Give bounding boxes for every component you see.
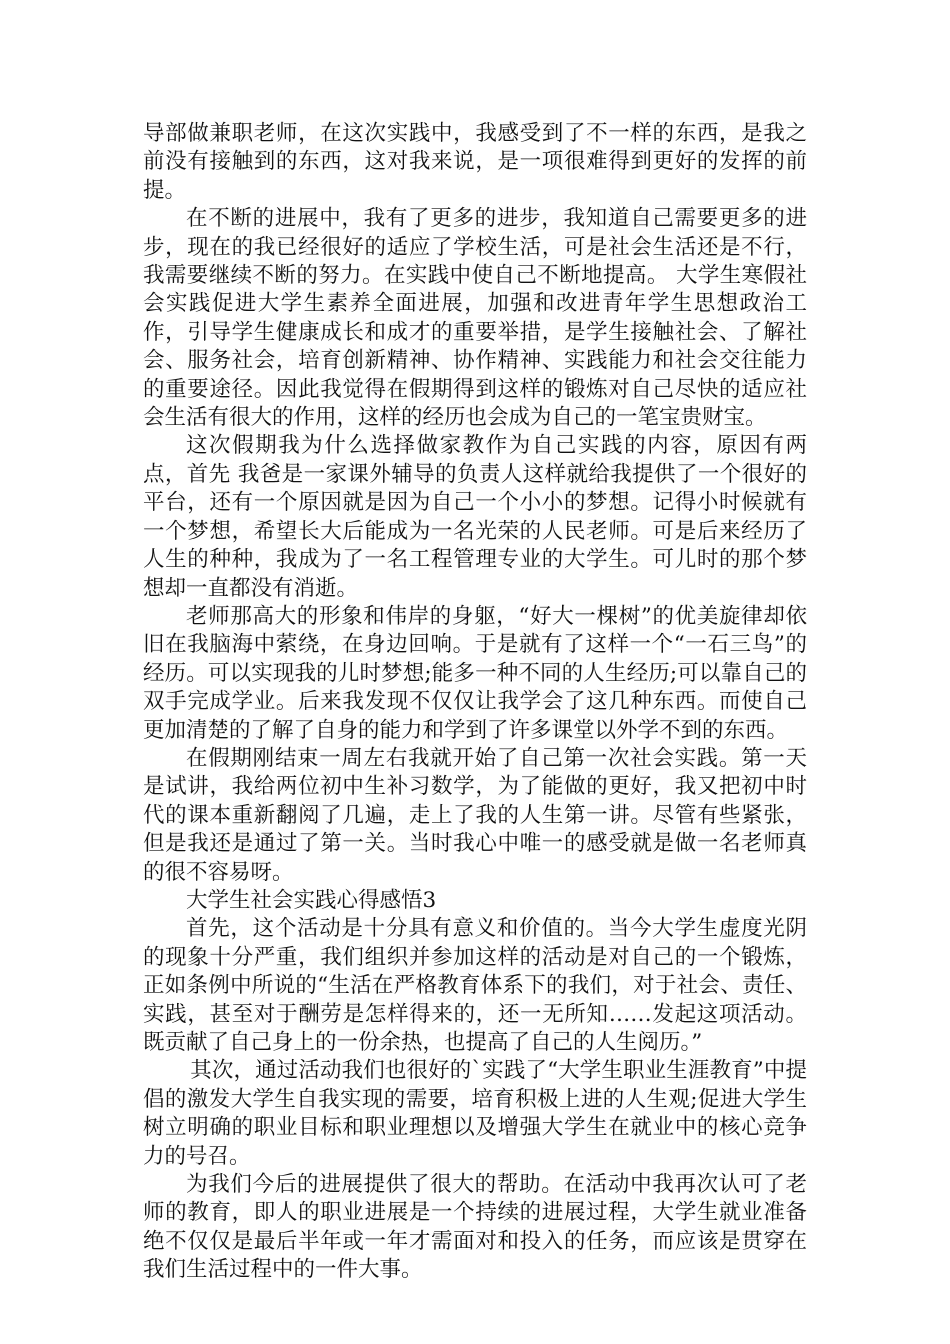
paragraph: 首先，这个活动是十分具有意义和价值的。当今大学生虚度光阴的现象十分严重，我们组织并参加这样的活动是对自己的一个锻炼，正如条例中所说的“生活在严格教育体系下的我们，对于社会、责任、实践，甚至对于酬劳是怎样得来的，还一无所知……发起这项活动。既贡献了自己身上的一份余热，也提高了自己的人生阅历。”	[143, 916, 807, 1055]
paragraph: 这次假期我为什么选择做家教作为自己实践的内容，原因有两点，首先 我爸是一家课外辅导的负责人这样就给我提供了一个很好的平台，还有一个原因就是因为自己一个小小的梦想。记得小时候就有一个梦想，希望长大后能成为一名光荣的人民老师。可是后来经历了人生的种种，我成为了一名工程管理专业的大学生。可儿时的那个梦想却一直都没有消逝。	[143, 433, 807, 601]
document-body	[143, 120, 807, 1285]
paragraph-continued: 导部做兼职老师，在这次实践中，我感受到了不一样的东西，是我之前没有接触到的东西，这对我来说，是一项很难得到更好的发挥的前提。	[143, 121, 807, 203]
paragraph: 为我们今后的进展提供了很大的帮助。在活动中我再次认可了老师的教育，即人的职业进展是一个持续的进展过程，大学生就业准备绝不仅仅是最后半年或一年才需面对和投入的任务，而应该是贯穿在我们生活过程中的一件大事。	[143, 1172, 807, 1283]
paragraph: 老师那高大的形象和伟岸的身躯，“好大一棵树”的优美旋律却依旧在我脑海中萦绕，在身边回响。于是就有了这样一个“一石三鸟”的经历。可以实现我的儿时梦想;能多一种不同的人生经历;可以靠自己的双手完成学业。后来我发现不仅仅让我学会了这几种东西。而使自己更加清楚的了解了自身的能力和学到了许多课堂以外学不到的东西。	[143, 603, 807, 743]
paragraph: 在不断的进展中，我有了更多的进步，我知道自己需要更多的进步，现在的我已经很好的适应了学校生活，可是社会生活还是不行，我需要继续不断的努力。在实践中使自己不断地提高。 大学生寒假社会实践促进大学生素养全面进展，加强和改进青年学生思想政治工作，引导学生健康成长和成才的重要举措，是学生接触社会、了解社会、服务社会，培育创新精神、协作精神、实践能力和社会交往能力的重要途径。因此我觉得在假期得到这样的锻炼对自己尽快的适应社会生活有很大的作用，这样的经历也会成为自己的一笔宝贵财宝。	[143, 206, 807, 431]
section-heading: 大学生社会实践心得感悟3	[186, 887, 437, 913]
paragraph: 在假期刚结束一周左右我就开始了自己第一次社会实践。第一天是试讲，我给两位初中生补习数学，为了能做的更好，我又把初中时代的课本重新翻阅了几遍，走上了我的人生第一讲。尽管有些紧张，但是我还是通过了第一关。当时我心中唯一的感受就是做一名老师真的很不容易呀。	[143, 745, 807, 885]
paragraph: 其次，通过活动我们也很好的`实践了“大学生职业生涯教育”中提倡的激发大学生自我实现的需要，培育积极上进的人生观;促进大学生树立明确的职业目标和职业理想以及增强大学生在就业中的核心竞争力的号召。	[143, 1058, 807, 1169]
